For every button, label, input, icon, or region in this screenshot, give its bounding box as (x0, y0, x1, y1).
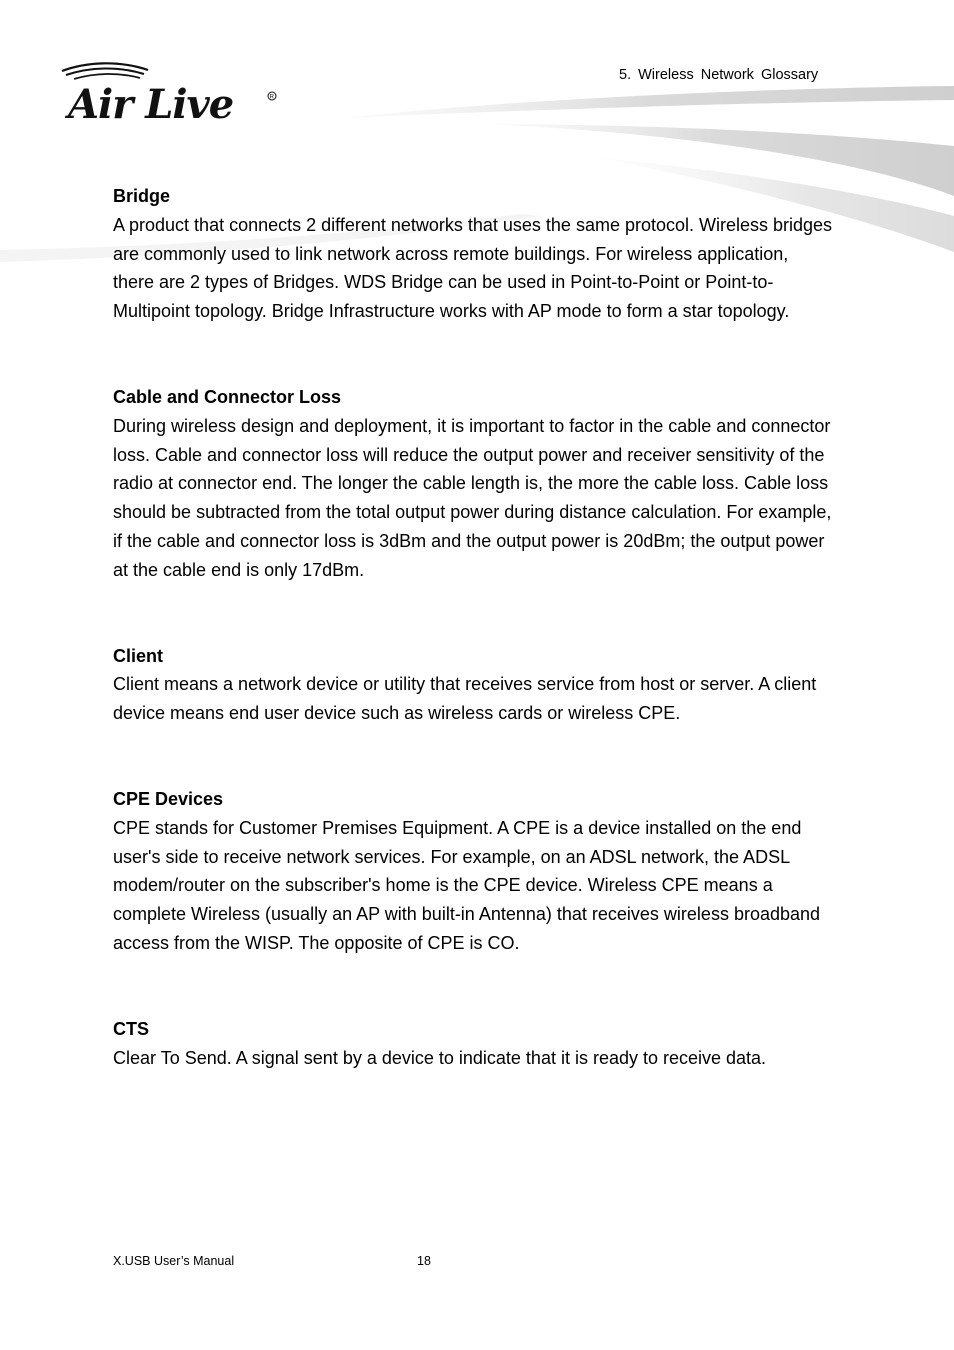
glossary-term: Cable and Connector Loss (113, 386, 342, 407)
glossary-definition: A product that connects 2 different networks that uses the same protocol. Wireless bridges are commonly used to link network across remote buildings. For wireless application, there are 2 types of Bridges. WDS Bridge can be used in Point-to-Point or Point-to-Multipoint topology. Bridge Infrastructure works with AP mode to form a star topology. (113, 214, 833, 322)
glossary-term: CTS (113, 1018, 149, 1039)
glossary-definition: Clear To Send. A signal sent by a device to indicate that it is ready to receive data. (113, 1047, 767, 1068)
svg-text:R: R (269, 94, 274, 101)
svg-text:Air Live: Air Live (68, 81, 234, 124)
section-title: 5. Wireless Network Glossary (619, 67, 819, 83)
footer-manual-name: X.USB User’s Manual (113, 1254, 235, 1268)
glossary-definition: CPE stands for Customer Premises Equipment. A CPE is a device installed on the end user's side to receive network services. For example, on an ADSL network, the ADSL modem/router on the subscriber's home is the CPE device. Wireless CPE means a complete Wireless (usually an AP with built-in Antenna) that receives wireless broadband access from the WISP. The opposite of CPE is CO. (113, 817, 821, 953)
glossary-entry-client (113, 642, 833, 728)
glossary-term: CPE Devices (113, 788, 224, 809)
glossary-entry-cts (113, 1015, 833, 1073)
glossary-term: Bridge (113, 186, 171, 206)
glossary-definition: Client means a network device or utility that receives service from host or server. A client device means end user device such as wireless cards or wireless CPE. (113, 674, 817, 724)
glossary-content (113, 182, 833, 1072)
glossary-term: Client (113, 645, 164, 666)
glossary-entry-cable-connector-loss (113, 383, 833, 585)
glossary-definition: During wireless design and deployment, it is important to factor in the cable and connector loss. Cable and connector loss will reduce the output power and receiver sensitivity of the radio at connector end. The longer the cable length is, the more the cable loss. Cable loss should be subtracted from the total output power during distance calculation. For example, if the cable and connector loss is 3dBm and the output power is 20dBm; the output power at the cable end is only 17dBm. (113, 415, 832, 580)
glossary-entry-bridge (113, 182, 833, 326)
footer-page-number: 18 (417, 1254, 431, 1268)
airlive-logo (56, 58, 282, 124)
glossary-entry-cpe-devices (113, 785, 833, 958)
